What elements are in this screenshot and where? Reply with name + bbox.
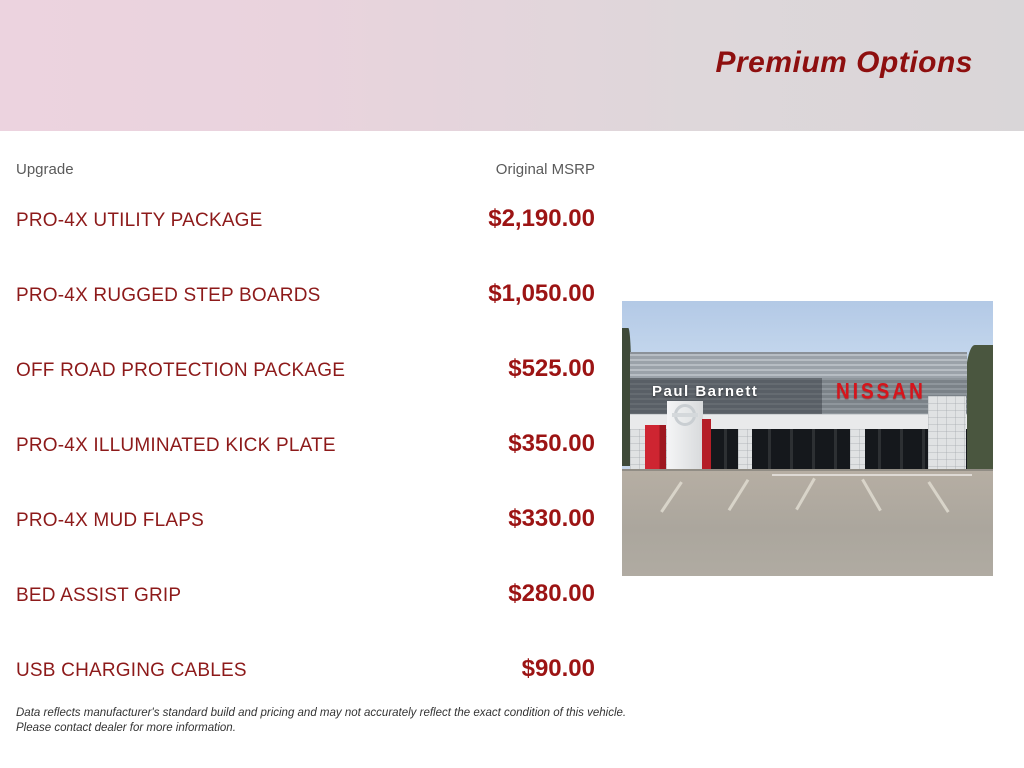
nissan-logo-text: NISSAN	[836, 380, 926, 405]
table-row	[16, 505, 595, 533]
column-header-upgrade: Upgrade	[16, 161, 74, 178]
disclaimer-line-1: Data reflects manufacturer's standard build and pricing and may not accurately reflect the exact condition of this vehicle.	[16, 707, 627, 719]
table-header-row	[16, 161, 595, 178]
option-price: $525.00	[508, 355, 595, 382]
storefront-pillar	[738, 429, 752, 471]
option-price: $330.00	[508, 505, 595, 532]
right-pillar	[928, 396, 966, 471]
table-row	[16, 655, 595, 683]
table-row	[16, 355, 595, 383]
option-name: USB CHARGING CABLES	[16, 660, 247, 681]
dealer-name-sign: Paul Barnett	[652, 383, 759, 400]
page-header	[0, 0, 1024, 131]
column-header-original-msrp: Original MSRP	[495, 161, 595, 178]
option-price: $280.00	[508, 580, 595, 607]
option-name: PRO-4X UTILITY PACKAGE	[16, 210, 263, 231]
option-name: PRO-4X RUGGED STEP BOARDS	[16, 285, 321, 306]
glass-reflections	[702, 429, 928, 471]
option-name: PRO-4X MUD FLAPS	[16, 510, 204, 531]
red-door	[645, 425, 666, 470]
building-roof-slats	[630, 352, 967, 378]
curb-line	[772, 474, 972, 476]
page-title: Premium Options	[715, 46, 973, 79]
red-panel	[702, 419, 711, 471]
trees-right	[965, 345, 993, 471]
option-price: $350.00	[508, 430, 595, 457]
disclaimer-line-2: Please contact dealer for more information.	[16, 721, 236, 734]
option-name: BED ASSIST GRIP	[16, 585, 182, 606]
storefront-pillar	[850, 429, 865, 471]
table-row	[16, 280, 595, 308]
option-price: $1,050.00	[488, 280, 595, 307]
nissan-badge-icon	[674, 404, 696, 426]
disclaimer-text	[16, 706, 636, 736]
option-price: $90.00	[521, 655, 595, 682]
table-row	[16, 580, 595, 608]
dealership-photo	[622, 301, 993, 576]
option-name: PRO-4X ILLUMINATED KICK PLATE	[16, 435, 336, 456]
table-row	[16, 205, 595, 233]
table-row	[16, 430, 595, 458]
option-price: $2,190.00	[488, 205, 595, 232]
option-name: OFF ROAD PROTECTION PACKAGE	[16, 360, 346, 381]
